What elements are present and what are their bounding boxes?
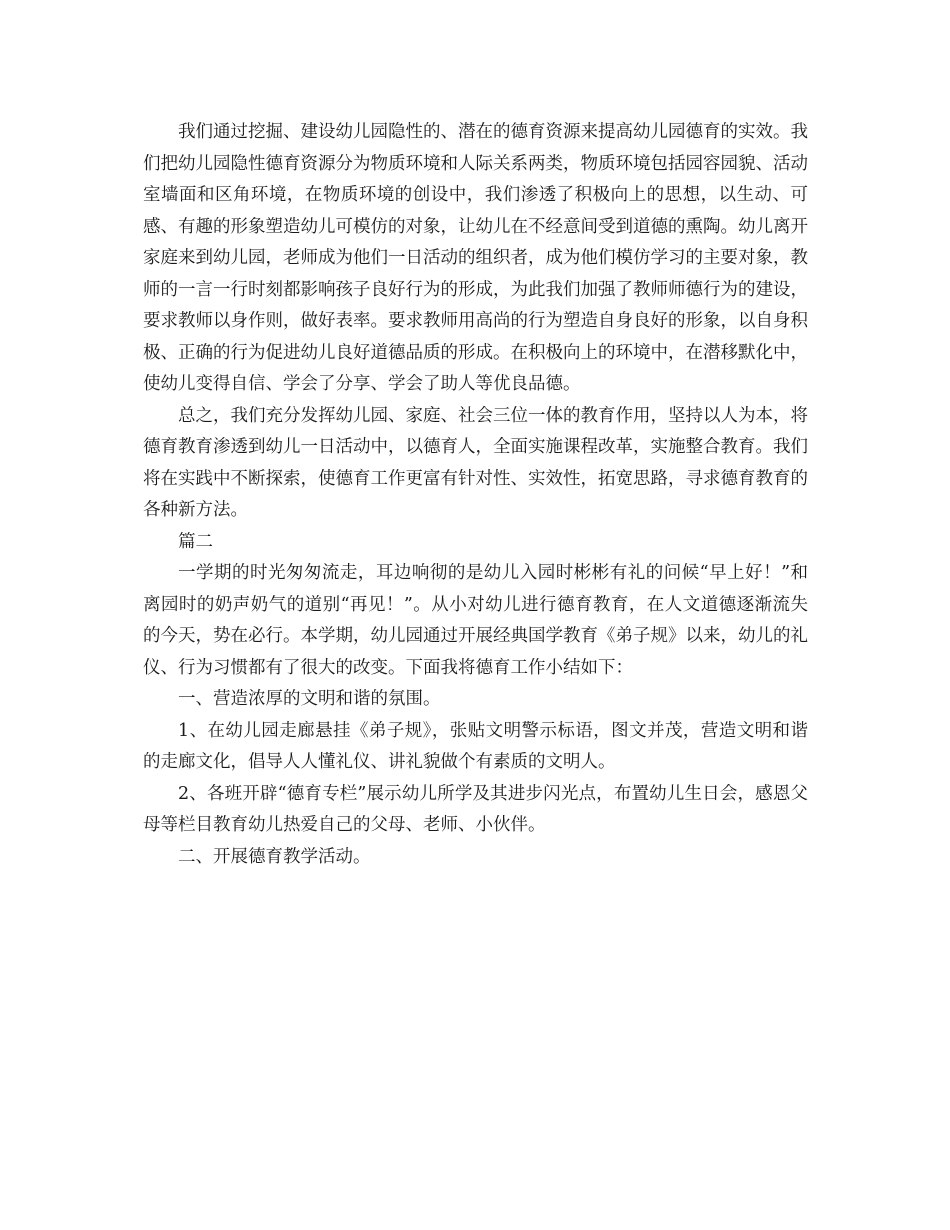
paragraph-semester-intro: 一学期的时光匆匆流走，耳边响彻的是幼儿入园时彬彬有礼的问候“早上好！”和离园时的奶声奶气的道别“再见！”。从小对幼儿进行德育教育，在人文道德逐渐流失的今天，势在必行。本学期，幼儿园通过开展经典国学教育《弟子规》以来，幼儿的礼仪、行为习惯都有了很大的改变。下面我将德育工作小结如下：	[143, 563, 808, 678]
subheading-teaching-activities: 二、开展德育教学活动。	[178, 846, 371, 867]
list-item-moral-column: 2、各班开辟“德育专栏”展示幼儿所学及其进步闪光点，布置幼儿生日会，感恩父母等栏目教育幼儿热爱自己的父母、老师、小伙伴。	[143, 783, 808, 835]
document-page	[143, 117, 808, 873]
section-heading-part-two: 篇二	[178, 531, 213, 552]
subheading-atmosphere: 一、营造浓厚的文明和谐的氛围。	[178, 689, 441, 709]
list-item-corridor-culture: 1、在幼儿园走廊悬挂《弟子规》，张贴文明警示标语，图文并茂，营造文明和谐的走廊文化，倡导人人懂礼仪、讲礼貌做个有素质的文明人。	[143, 720, 808, 772]
paragraph-summary: 总之，我们充分发挥幼儿园、家庭、社会三位一体的教育作用，坚持以人为本，将德育教育渗透到幼儿一日活动中，以德育人，全面实施课程改革，实施整合教育。我们将在实践中不断探索，使德育工作更富有针对性、实效性，拓宽思路，寻求德育教育的各种新方法。	[143, 405, 808, 520]
paragraph-hidden-resources: 我们通过挖掘、建设幼儿园隐性的、潜在的德育资源来提高幼儿园德育的实效。我们把幼儿园隐性德育资源分为物质环境和人际关系两类，物质环境包括园容园貌、活动室墙面和区角环境，在物质环境的创设中，我们渗透了积极向上的思想，以生动、可感、有趣的形象塑造幼儿可模仿的对象，让幼儿在不经意间受到道德的熏陶。幼儿离开家庭来到幼儿园，老师成为他们一日活动的组织者，成为他们模仿学习的主要对象，教师的一言一行时刻都影响孩子良好行为的形成，为此我们加强了教师师德行为的建设，要求教师以身作则，做好表率。要求教师用高尚的行为塑造自身良好的形象，以自身积极、正确的行为促进幼儿良好道德品质的形成。在积极向上的环境中，在潜移默化中，使幼儿变得自信、学会了分享、学会了助人等优良品德。	[143, 122, 808, 394]
